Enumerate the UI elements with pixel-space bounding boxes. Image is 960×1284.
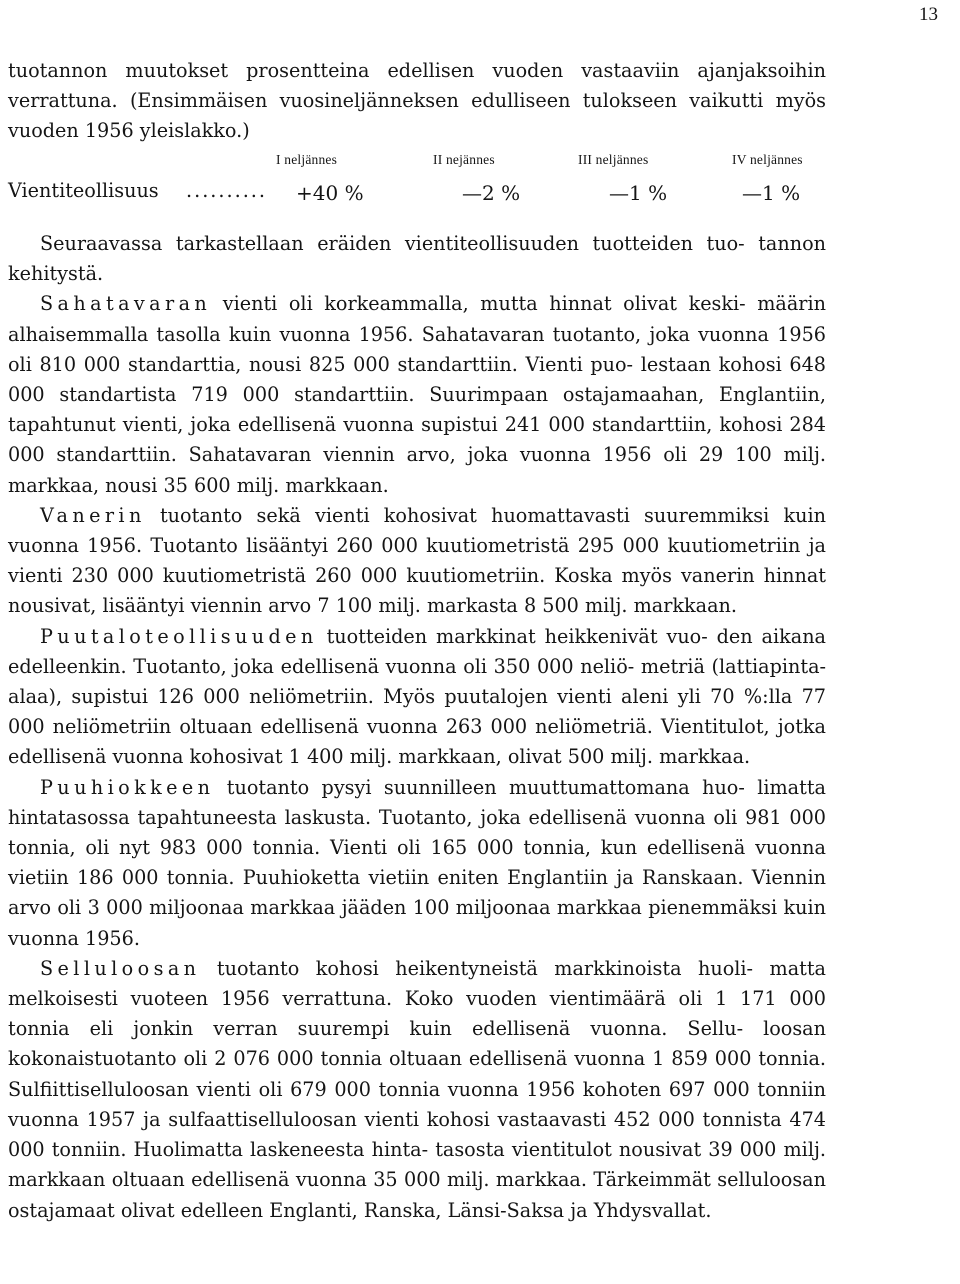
text-line: kuin vuonna 1956. Tuotanto lisääntyi 260 000 kuutiometristä 295 000 [8, 503, 826, 558]
text-line: 241 000 standarttiin, kohosi 284 000 standarttiin. Sahatavaran viennin arvo, [8, 413, 826, 467]
term-vaneri: Vanerin [40, 503, 146, 527]
text-line: Koska myös vanerin hinnat nousivat, lisääntyi viennin arvo 7 100 milj. [8, 564, 826, 618]
paragraph-puuhioke [8, 773, 826, 954]
column-header-q3: III neljännes [578, 152, 649, 167]
text-line: kuutiometriin ja vienti 230 000 kuutiometristä 260 000 kuutiometriin. [8, 534, 826, 588]
text-line: loosan kokonaistuotanto oli 2 076 000 tonnia oltuaan edellisenä vuonna [8, 1017, 826, 1071]
text-line: tasosta vientitulot nousivat 39 000 milj. markkaan oltuaan edellisenä vuonna [8, 1138, 827, 1192]
term-puuhiokkeen: Puuhiokkeen [40, 775, 215, 799]
text-line: 35 000 milj. markkaa. Tärkeimmät selluloosan ostajamaat olivat edelleen [8, 1168, 826, 1222]
value-q1: +40 % [296, 181, 364, 205]
paragraph-overview [8, 229, 826, 289]
text-line: markasta 8 500 milj. markkaan. [426, 594, 737, 618]
paragraph-vaneri [8, 501, 826, 622]
quarterly-change-table [8, 149, 826, 209]
text-line: ostajamaahan, Englantiin, tapahtunut vienti, joka edellisenä vuonna supistui [8, 383, 826, 437]
text-line: milj. markkaan, olivat 500 milj. markkaa. [349, 745, 751, 769]
value-q2: —2 % [462, 181, 521, 205]
text-line: den aikana edelleenkin. Tuotanto, joka edellisenä vuonna oli 350 000 neliö- [8, 624, 826, 678]
intro-text [8, 56, 826, 147]
text-line: vienti aleni yli 70 %:lla 77 000 neliömetriin oltuaan edellisenä vuonna [8, 685, 826, 739]
dot-leader: .......... [186, 179, 267, 202]
text-line: tuotanto sekä vienti kohosivat huomattavasti suuremmiksi [145, 503, 770, 527]
text-line: Englantiin ja Ranskaan. Viennin arvo oli 3 000 miljoonaa markkaa jääden [8, 866, 826, 920]
text-line: vastaavasti 452 000 tonnista 474 000 tonniin. Huolimatta laskeneesta hinta- [8, 1107, 826, 1162]
text-line: määrin alhaisemmalla tasolla kuin vuonna 1956. Sahatavaran tuotanto, joka [8, 292, 826, 346]
text-line: limatta hintatasossa tapahtuneesta laskusta. Tuotanto, joka edellisenä [8, 775, 826, 829]
term-selluloosan: Selluloosan [40, 956, 201, 980]
text-line: vuonna oli 981 000 tonnia, oli nyt 983 000 tonnia. Vienti oli 165 000 tonnia, [8, 805, 826, 860]
paragraph-sahatavara [8, 289, 826, 500]
intro-line: verrattuna. (Ensimmäisen vuosineljänneksen edulliseen tulokseen vaikutti [8, 89, 764, 113]
text-line: tuotteiden markkinat heikkenivät vuo- [317, 624, 708, 648]
text-line: tannon kehitystä. [8, 232, 826, 286]
term-sahatavara: Sahatavaran [40, 292, 212, 316]
column-header-q2: II nejännes [433, 152, 495, 167]
text-line: matta melkoisesti vuoteen 1956 verrattuna. Koko vuoden vientimäärä oli [8, 956, 826, 1011]
paragraph-puutaloteollisuus [8, 622, 826, 773]
row-label: Vientiteollisuus [8, 179, 159, 202]
text-line: Seuraavassa tarkastellaan eräiden vientiteollisuuden tuotteiden tuo- [40, 232, 745, 255]
text-line: 1 171 000 tonnia eli jonkin verran suurempi kuin edellisenä vuonna. Sellu- [8, 987, 826, 1041]
text-line: 1 859 000 tonnia. Sulfiittiselluloosan vienti oli 679 000 tonnia vuonna 1956 [8, 1047, 826, 1101]
intro-paragraph [8, 56, 826, 147]
value-q4: —1 % [742, 181, 801, 205]
text-line: joka vuonna 1956 oli 29 100 milj. markkaa, nousi 35 600 milj. markkaan. [8, 443, 826, 497]
text-line: Englanti, Ranska, Länsi-Saksa ja Yhdysvallat. [269, 1198, 712, 1222]
body-text [8, 229, 826, 1226]
value-q3: —1 % [609, 181, 668, 205]
text-line: metriä (lattiapinta-alaa), supistui 126 000 neliömetriin. Myös puutalojen [8, 654, 827, 709]
text-line: kun edellisenä vuonna vietiin 186 000 tonnia. Puuhioketta vietiin eniten [8, 836, 826, 890]
term-puutaloteollisuus: Puutaloteollisuuden [40, 624, 318, 648]
text-line: tuotanto pysyi suunnilleen muuttumattomana huo- [214, 775, 745, 799]
intro-line: tuotannon muutokset prosentteina edellisen vuoden vastaaviin ajanjaksoihin [8, 59, 826, 82]
column-header-q1: I neljännes [276, 152, 338, 167]
text-line: lestaan kohosi 648 000 standartista 719 000 standarttiin. Suurimpaan [8, 352, 826, 407]
column-header-q4: IV neljännes [732, 152, 803, 167]
paragraph-selluloosa [8, 954, 826, 1226]
text-line: 100 miljoonaa markkaa pienemmäksi kuin vuonna 1956. [8, 896, 826, 950]
text-line: tuotanto kohosi heikentyneistä markkinoista huoli- [200, 956, 754, 980]
page-number: 13 [919, 4, 938, 25]
text-line: 263 000 neliömetriä. Vientitulot, jotka edellisenä vuonna kohosivat 1 400 [8, 715, 826, 769]
text-line: vuonna 1956 oli 810 000 standarttia, nousi 825 000 standarttiin. Vienti puo- [8, 322, 826, 376]
text-line: vienti oli korkeammalla, mutta hinnat olivat keski- [211, 292, 746, 316]
intro-line: myös vuoden 1956 yleislakko.) [8, 89, 826, 143]
text-line: kohoten 697 000 tonniin vuonna 1957 ja sulfaattiselluloosan vienti kohosi [8, 1077, 826, 1131]
